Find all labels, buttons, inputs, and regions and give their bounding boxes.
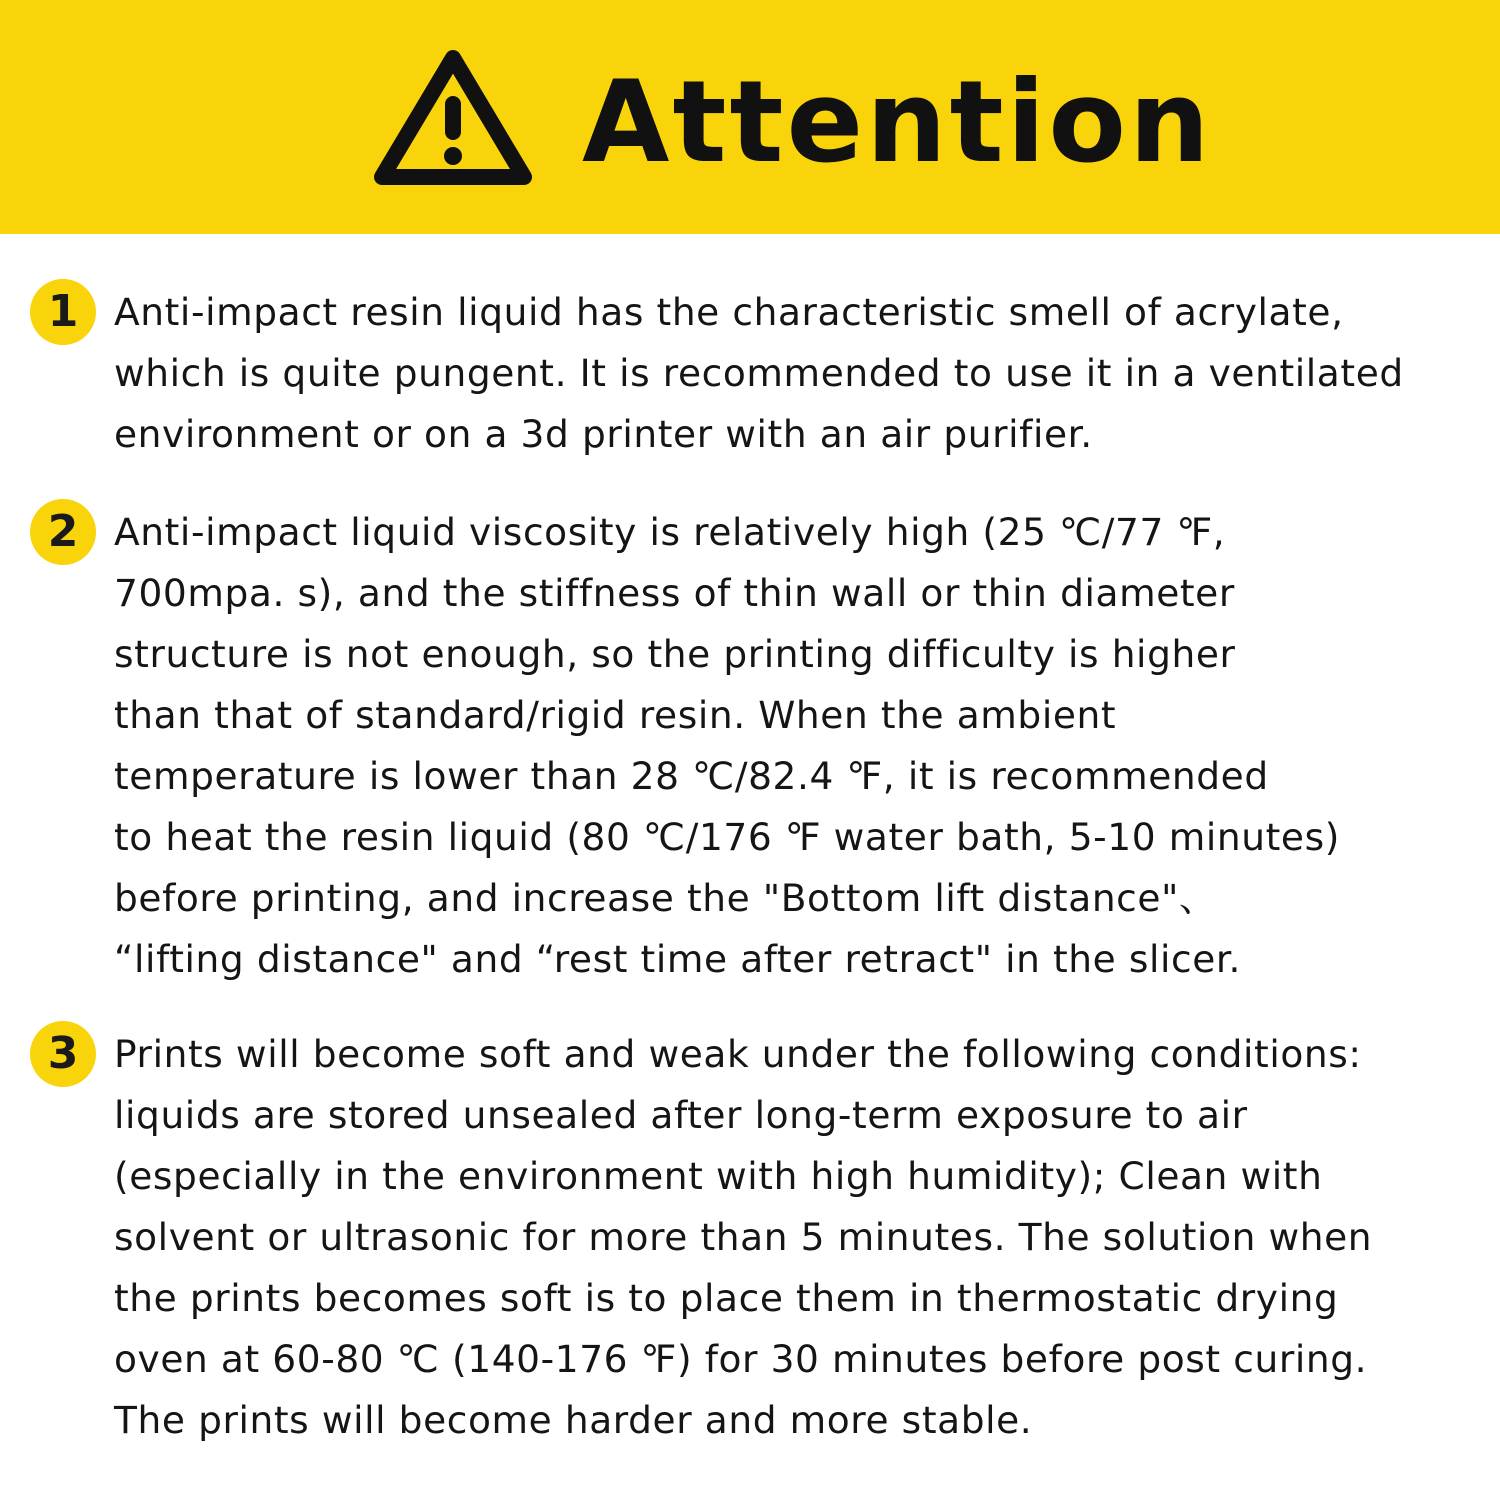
text-line: The prints will become harder and more stable. [114, 1398, 1033, 1442]
text-line: Prints will become soft and weak under the following conditions: [114, 1032, 1362, 1076]
item-text [114, 282, 1494, 465]
text-line: “lifting distance" and “rest time after retract" in the slicer. [114, 937, 1242, 981]
text-line: the prints becomes soft is to place them in thermostatic drying [114, 1276, 1339, 1320]
page-title: Attention [582, 56, 1213, 188]
text-line: solvent or ultrasonic for more than 5 minutes. The solution when [114, 1215, 1373, 1259]
text-line: (especially in the environment with high humidity); Clean with [114, 1154, 1323, 1198]
warning-triangle-icon [372, 46, 534, 188]
text-line: oven at 60-80 ℃ (140-176 ℉) for 30 minutes before post curing. [114, 1337, 1368, 1381]
attention-banner [0, 0, 1500, 234]
item-text [114, 502, 1494, 990]
text-line: Anti-impact liquid viscosity is relatively high (25 ℃/77 ℉, [114, 510, 1226, 554]
text-line: which is quite pungent. It is recommended to use it in a ventilated [114, 351, 1404, 395]
text-line: than that of standard/rigid resin. When the ambient [114, 693, 1117, 737]
item-text [114, 1024, 1494, 1451]
text-line: temperature is lower than 28 ℃/82.4 ℉, it is recommended [114, 754, 1269, 798]
text-line: before printing, and increase the "Bottom lift distance"、 [114, 876, 1218, 920]
number-badge: 1 [30, 279, 96, 345]
text-line: Anti-impact resin liquid has the characteristic smell of acrylate, [114, 290, 1344, 334]
text-line: 700mpa. s), and the stiffness of thin wall or thin diameter [114, 571, 1235, 615]
text-line: environment or on a 3d printer with an air purifier. [114, 412, 1093, 456]
number-badge: 3 [30, 1021, 96, 1087]
text-line: structure is not enough, so the printing difficulty is higher [114, 632, 1236, 676]
text-line: to heat the resin liquid (80 ℃/176 ℉ water bath, 5-10 minutes) [114, 815, 1340, 859]
text-line: liquids are stored unsealed after long-term exposure to air [114, 1093, 1248, 1137]
number-badge: 2 [30, 499, 96, 565]
